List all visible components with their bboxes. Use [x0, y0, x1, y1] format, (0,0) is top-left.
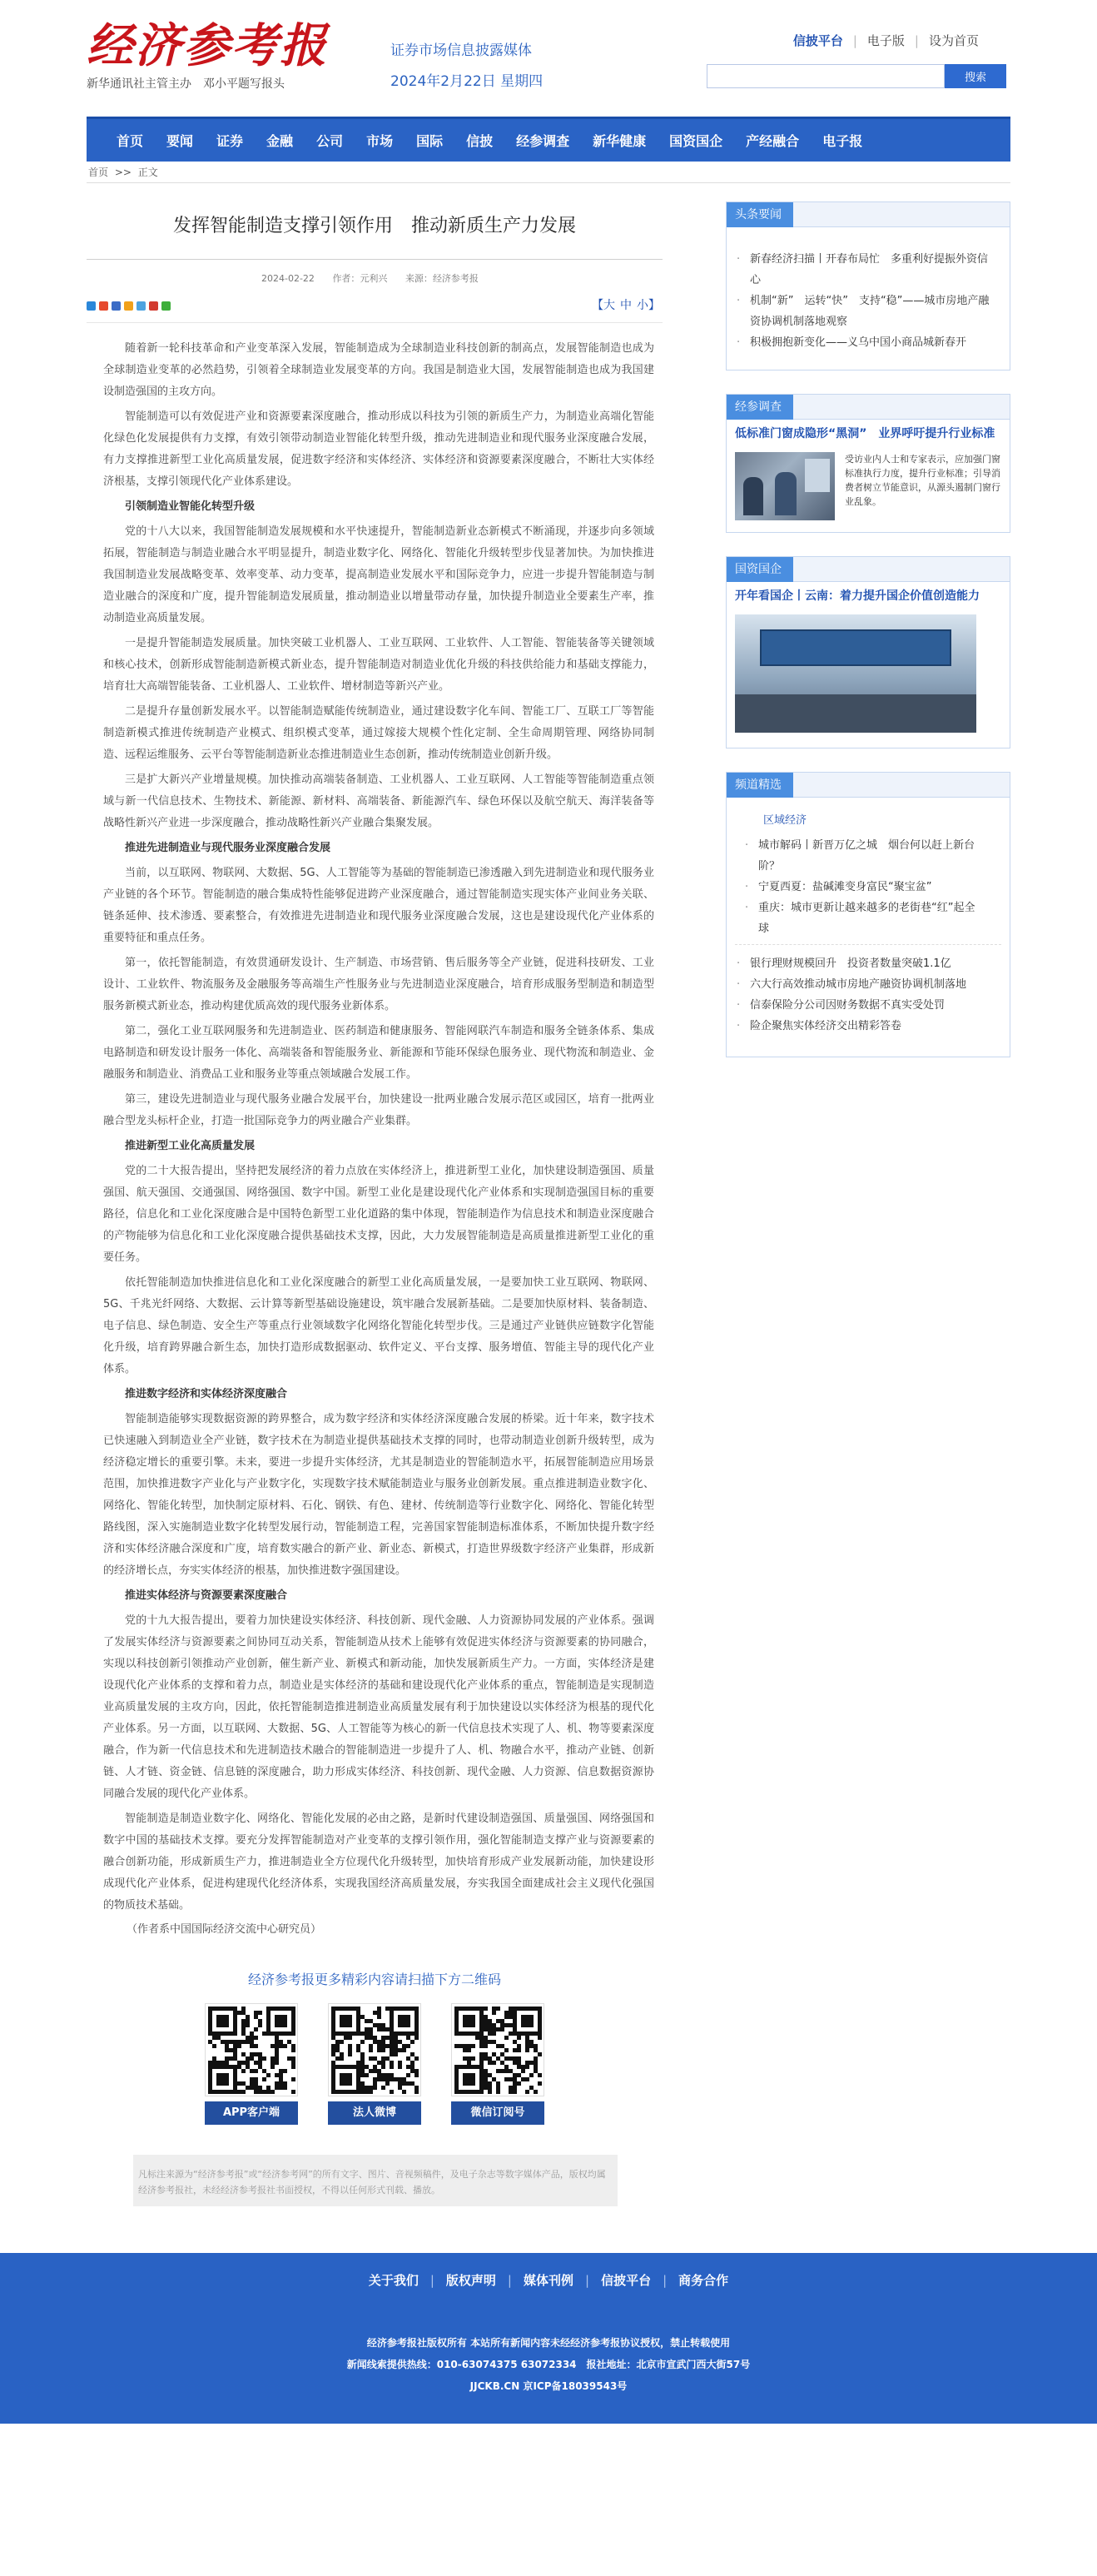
qr-label-wechat[interactable]: 微信订阅号 — [451, 2101, 544, 2125]
breadcrumb-separator: >> — [114, 167, 132, 178]
site-logo[interactable] — [87, 18, 328, 93]
article-subheading: 推进数字经济和实体经济深度融合 — [125, 1388, 288, 1400]
search-button[interactable]: 搜索 — [945, 64, 1006, 88]
copyright-notice: 凡标注来源为“经济参考报”或“经济参考网”的所有文字、图片、音视频稿件，及电子杂志等数字媒体产品，版权均属经济参考报社，未经经济参考报社书面授权，不得以任何形式刊载、播放。 — [133, 2155, 618, 2206]
article-title: 发挥智能制造支撑引领作用 推动新质生产力发展 — [87, 210, 663, 260]
toplink-epaper[interactable]: 电子版 — [866, 33, 905, 48]
qr-weibo — [328, 2003, 421, 2125]
nav-item-news[interactable]: 要闻 — [166, 133, 194, 149]
qr-code-image — [205, 2003, 298, 2096]
breadcrumb-home[interactable]: 首页 — [88, 167, 109, 178]
breadcrumb — [87, 162, 1010, 183]
nav-item-health[interactable]: 新华健康 — [593, 133, 647, 149]
article-meta — [87, 271, 663, 296]
share-renren-icon[interactable] — [112, 301, 121, 311]
article-tools — [87, 296, 663, 323]
soe-box — [726, 556, 1010, 748]
article-paragraph: 第三，建设先进制造业与现代服务业融合发展平台，加快建设一批两业融合发展示范区或园区，培育一批两业融合型龙头标杆企业，打造一批国际竞争力的两业融合产业集群。 — [103, 1093, 654, 1127]
footer-link-about[interactable]: 关于我们 — [368, 2273, 419, 2288]
share-bar — [87, 301, 174, 311]
channel-box — [726, 772, 1010, 1057]
share-qzone-icon[interactable] — [124, 301, 133, 311]
page-footer — [0, 2253, 1097, 2424]
channel-item[interactable]: · 信泰保险分公司因财务数据不真实受处罚 — [747, 995, 993, 1016]
footer-link-ads[interactable]: 媒体刊例 — [523, 2273, 573, 2288]
article-paragraph: 一是提升智能制造发展质量。加快突破工业机器人、工业互联网、工业软件、人工智能、智能装备等关键领域和核心技术，创新形成智能制造新模式新业态，提升智能制造对制造业优化升级的科技供给能力和基础支撑能力，培育壮大高端智能装备、工业机器人、工业软件、增材制造等新兴产业。 — [103, 637, 654, 693]
page-header — [87, 0, 1010, 117]
article-paragraph: 党的十八大以来，我国智能制造发展规模和水平快速提升，智能制造新业态新模式不断涌现，并逐步向多领域拓展，智能制造与制造业融合水平明显提升，制造业数字化、网络化、智能化升级转型步伐显著加快。为加快推进我国制造业发展战略变革、效率变革、动力变革，提高制造业发展水平和国际竞争力，应进一步提升智能制造与制造业融合的深度和广度，提升智能制造发展质量，推动制造业以增量带动存量，加快提升制造业全要素生产率，推动制造业高质量发展。 — [103, 525, 654, 624]
article-paragraph: 三是扩大新兴产业增量规模。加快推动高端装备制造、工业机器人、工业互联网、人工智能等智能制造重点领域与新一代信息技术、生物技术、新能源、新材料、高端装备、新能源汽车、绿色环保以及航空航天、海洋装备等战略性新兴产业进一步深度融合，推动战略性新兴产业融合集聚发展。 — [103, 773, 654, 829]
nav-item-industry[interactable]: 产经融合 — [746, 133, 800, 149]
share-add-icon[interactable] — [87, 301, 96, 311]
channel-title: 频道精选 — [727, 773, 793, 798]
nav-item-home[interactable]: 首页 — [117, 133, 144, 149]
toplink-homepage[interactable]: 设为首页 — [928, 33, 979, 48]
font-small[interactable]: 小】 — [637, 299, 660, 312]
nav-item-company[interactable]: 公司 — [316, 133, 344, 149]
article-main — [87, 185, 663, 2206]
header-date: 2024年2月22日 星期四 — [390, 73, 544, 90]
headline-item[interactable]: · 机制“新” 运转“快” 支持“稳”——城市房地产融资协调机制落地观察 — [747, 291, 993, 332]
nav-item-finance[interactable]: 金融 — [266, 133, 294, 149]
article-source — [405, 273, 479, 284]
top-links: 信披平台 | 电子版 | 设为首页 — [707, 32, 1010, 49]
survey-photo[interactable] — [735, 452, 835, 520]
article-paragraph: 智能制造是制造业数字化、网络化、智能化发展的必由之路，是新时代建设制造强国、质量强国、网络强国和数字中国的基础技术支撑。要充分发挥智能制造对产业变革的支撑引领作用，强化智能制造支撑产业与资源要素的融合创新功能，形成新质生产力，推进制造业全方位现代化升级转型，加快培育形成产业发展新动能，加快建设形成现代化产业体系，促进构建现代化经济体系，实现我国经济高质量发展，夯实我国全面建成社会主义现代化强国的物质技术基础。 — [103, 1813, 654, 1912]
nav-item-international[interactable]: 国际 — [416, 133, 444, 149]
qr-section — [87, 1969, 663, 2125]
channel-item[interactable]: · 六大行高效推动城市房地产融资协调机制落地 — [747, 974, 993, 995]
qr-label-app[interactable]: APP客户端 — [205, 2101, 298, 2125]
footer-icp: JJCKB.CN 京ICP备18039543号 — [469, 2380, 628, 2392]
sidebar — [726, 201, 1010, 2206]
qr-code-image — [451, 2003, 544, 2096]
article-paragraph: 党的二十大报告提出，坚持把发展经济的着力点放在实体经济上，推进新型工业化，加快建设制造强国、质量强国、航天强国、交通强国、网络强国、数字中国。新型工业化是建设现代化产业体系和实现制造强国目标的重要路径，信息化和工业化深度融合是中国特色新型工业化道路的集中体现，智能制造作为信息技术和制造业深度融合的产物能够为信息化和工业化深度融合提供基础技术支撑，因此，大力发展智能制造是高质量推进新型工业化的重要任务。 — [103, 1165, 654, 1264]
logo-title: 经济参考报 — [87, 18, 328, 73]
soe-headline[interactable]: 开年看国企丨云南：着力提升国企价值创造能力 — [735, 589, 980, 603]
header-tagline: 证券市场信息披露媒体 — [390, 42, 532, 59]
channel-item[interactable]: · 险企聚焦实体经济交出精彩答卷 — [747, 1016, 993, 1037]
nav-item-securities[interactable]: 证券 — [216, 133, 244, 149]
qr-app — [205, 2003, 298, 2125]
survey-title: 经参调查 — [727, 395, 793, 420]
channel-item[interactable]: · 重庆：城市更新让越来越多的老街巷“红”起全球 — [755, 898, 985, 939]
article-paragraph: 智能制造可以有效促进产业和资源要素深度融合，推动形成以科技为引领的新质生产力，为制造业高端化智能化绿色化发展提供有力支撑，有效引领带动制造业智能化转型升级，推动先进制造业和现代服务业深度融合发展，有力支撑推进新型工业化高质量发展，促进数字经济和实体经济、实体经济和资源要素深度融合，不断壮大实体经济根基，支撑引领现代化产业体系建设。 — [103, 410, 654, 488]
source-label: 来源： — [405, 273, 433, 284]
footer-link-disclosure[interactable]: 信披平台 — [601, 2273, 652, 2288]
nav-item-epaper[interactable]: 电子报 — [822, 133, 863, 149]
headlines-title: 头条要闻 — [727, 202, 793, 227]
survey-description: 受访业内人士和专家表示，应加强门窗标准执行力度，提升行业标准；引导消费者树立节能意识，从源头遏制门窗行业乱象。 — [845, 454, 1000, 507]
article-paragraph: 依托智能制造加快推进信息化和工业化深度融合的新型工业化高质量发展，一是要加快工业互联网、物联网、5G、千兆光纤网络、大数据、云计算等新型基础设施建设，筑牢融合发展新基础。二是要加快原材料、装备制造、电子信息、绿色制造、安全生产等重点行业领域数字化网络化智能化转型步伐。三是通过产业链供应链数字化智能化升级，培育跨界融合新生态，加快打造形成数据驱动、软件定义、平台支撑、服务增值、智能主导的现代化产业体系。 — [103, 1276, 654, 1375]
article-paragraph: 智能制造能够实现数据资源的跨界整合，成为数字经济和实体经济深度融合发展的桥梁。近十年来，数字技术已快速融入到制造业全产业链，数字技术在为制造业提供基础技术支撑的同时，也带动制造业创新升级转型，成为经济稳定增长的重要引擎。未来，要进一步提升实体经济，尤其是制造业的智能制造水平，拓展智能制造应用场景范围，加快推进数字产业化与产业数字化，实现数字技术赋能制造业与服务业创新发展。重点推进制造业数字化、网络化、智能化转型，加快制定原材料、石化、钢铁、有色、建材、传统制造等行业数字化、网络化、智能化转型路线图，深入实施制造业数字化转型发展行动，智能制造工程，完善国家智能制造标准体系，不断加快提升数字经济和实体经济融合深度和广度，培育数实融合的新产业、新业态、新模式，打造世界级数字经济产业集群，形成新的经济增长点，夯实实体经济的根基，加快推进数字强国建设。 — [103, 1413, 654, 1577]
header-info — [390, 38, 543, 90]
share-weibo-icon[interactable] — [99, 301, 108, 311]
survey-box — [726, 394, 1010, 533]
author-note: （作者系中国国际经济交流中心研究员） — [127, 1923, 322, 1936]
article-paragraph: 第一，依托智能制造，有效贯通研发设计、生产制造、市场营销、售后服务等全产业链，促进科技研发、工业设计、工业软件、物流服务及金融服务等高端生产性服务业与先进制造业深度融合，培育形成服务型制造和制造型服务新模式新业态，推动构建优质高效的现代服务业新体系。 — [103, 957, 654, 1012]
article-subheading: 推进先进制造业与现代服务业深度融合发展 — [125, 842, 331, 854]
logo-slogan: 新华通讯社主管主办 邓小平题写报头 — [87, 77, 285, 91]
headlines-box — [726, 201, 1010, 370]
font-size-switcher — [589, 296, 663, 313]
channel-item[interactable]: · 银行理财规模回升 投资者数量突破1.1亿 — [747, 953, 993, 974]
footer-link-business[interactable]: 商务合作 — [678, 2273, 729, 2288]
article-date: 2024-02-22 — [261, 273, 315, 284]
toplink-disclosure[interactable]: 信披平台 — [792, 33, 843, 48]
headline-item[interactable]: · 新春经济扫描丨开春布局忙 多重利好提振外资信心 — [747, 249, 993, 291]
soe-title: 国资国企 — [727, 557, 793, 582]
footer-link-copyright[interactable]: 版权声明 — [445, 2273, 496, 2288]
search-input[interactable] — [707, 64, 945, 88]
article-subheading: 推进实体经济与资源要素深度融合 — [125, 1589, 288, 1602]
article-subheading: 引领制造业智能化转型升级 — [125, 500, 256, 513]
author-name: 元利兴 — [360, 273, 388, 284]
article-subheading: 推进新型工业化高质量发展 — [125, 1140, 256, 1152]
qr-title: 经济参考报更多精彩内容请扫描下方二维码 — [247, 1972, 501, 1987]
header-tools — [707, 32, 1010, 88]
share-wechat-icon[interactable] — [161, 301, 171, 311]
font-medium[interactable]: 中 — [620, 299, 632, 312]
zone-label[interactable]: 区域经济 — [763, 814, 807, 827]
headline-item[interactable]: · 积极拥抱新变化——义乌中国小商品城新春开 — [747, 332, 993, 353]
article-paragraph: 随着新一轮科技革命和产业变革深入发展，智能制造成为全球制造业科技创新的制高点，发展智能制造也成为全球制造业变革的必然趋势，引领着全球制造业发展变革的方向。我国是制造业大国，发展智能制造也成为我国建设制造强国的主攻方向。 — [103, 342, 654, 398]
share-tqq-icon[interactable] — [137, 301, 146, 311]
footer-copyright: 经济参考报社版权所有 本站所有新闻内容未经经济参考报协议授权，禁止转载使用 — [366, 2337, 731, 2349]
survey-headline[interactable]: 低标准门窗成隐形“黑洞” 业界呼吁提升行业标准 — [735, 427, 995, 440]
breadcrumb-current: 正文 — [137, 167, 158, 178]
qr-label-weibo[interactable]: 法人微博 — [328, 2101, 421, 2125]
nav-item-disclosure[interactable]: 信披 — [466, 133, 494, 149]
footer-contact: 新闻线索提供热线：010-63074375 63072334 报社地址：北京市宣武门西大街57号 — [346, 2359, 751, 2370]
share-douban-icon[interactable] — [149, 301, 158, 311]
nav-item-survey[interactable]: 经参调查 — [516, 133, 570, 149]
font-large[interactable]: 【大 — [592, 299, 615, 312]
article-paragraph: 第二，强化工业互联网服务和先进制造业、医药制造和健康服务、智能网联汽车制造和服务全链条体系、集成电路制造和研发设计服务一体化、高端装备和智能服务业、新能源和节能环保绿色服务业、现代物流和制造业、金融服务和制造业、消费品工业和服务业等重点领域融合发展工作。 — [103, 1025, 654, 1081]
footer-links: 关于我们 | 版权声明 | 媒体刊例 | 信披平台 | 商务合作 — [0, 2253, 1097, 2289]
channel-item[interactable]: · 城市解码丨新晋万亿之城 烟台何以赶上新台阶？ — [755, 835, 985, 877]
nav-item-soe[interactable]: 国资国企 — [669, 133, 723, 149]
author-label: 作者： — [332, 273, 360, 284]
article-paragraph: 二是提升存量创新发展水平。以智能制造赋能传统制造业，通过建设数字化车间、智能工厂、互联工厂等智能制造新模式推进传统制造产业模式、组织模式变革，通过嫁接大规模个性化定制、全生命周期管理、网络协同制造、远程运维服务、云平台等智能制造新业态推进制造业生态创新，推动传统制造业创新升级。 — [103, 705, 654, 761]
article-paragraph: 党的十九大报告提出，要着力加快建设实体经济、科技创新、现代金融、人力资源协同发展的产业体系。强调了发展实体经济与资源要素之间协同互动关系，智能制造从技术上能够有效促进实体经济与资源要素的协同融合，实现以科技创新引领推动产业创新，催生新产业、新模式和新动能，加快发展新质生产力。一方面，实体经济是建设现代化产业体系的支撑和着力点，制造业是实体经济的基础和建设现代化产业体系的重点，智能制造是实现制造业高质量发展的主攻方向，因此，依托智能制造推进制造业高质量发展有利于加快建设以实体经济为根基的现代化产业体系。另一方面，以互联网、大数据、5G、人工智能等为核心的新一代信息技术实现了人、机、物等要素深度融合，作为新一代信息技术和先进制造技术融合的智能制造进一步提升了人、机、物融合水平，推动产业链、创新链、人才链、资金链、信息链的深度融合，助力形成实体经济、科技创新、现代金融、人力资源、信息数据资源协同融合发展的现代化产业体系。 — [103, 1614, 654, 1800]
qr-wechat — [451, 2003, 544, 2125]
source-name: 经济参考报 — [432, 273, 479, 284]
article-paragraph: 当前，以互联网、物联网、大数据、5G、人工智能等为基础的智能制造已渗透融入到先进制造业和现代服务业产业链的各个环节。智能制造的融合集成特性能够促进跨产业深度融合，通过智能制造实现实体产业间业务关联、链条延伸、技术渗透、要素整合，有效推进先进制造业和现代服务业深度融合发展，这也是建设现代化产业体系的重要特征和重点任务。 — [103, 867, 654, 944]
soe-photo[interactable] — [735, 614, 976, 733]
article-author — [332, 273, 387, 284]
article-body — [87, 338, 663, 1917]
qr-code-image — [328, 2003, 421, 2096]
nav-item-market[interactable]: 市场 — [366, 133, 394, 149]
main-nav — [87, 117, 1010, 162]
channel-item[interactable]: · 宁夏西夏：盐碱滩变身富民“聚宝盆” — [755, 877, 985, 898]
search-bar — [707, 64, 1010, 88]
